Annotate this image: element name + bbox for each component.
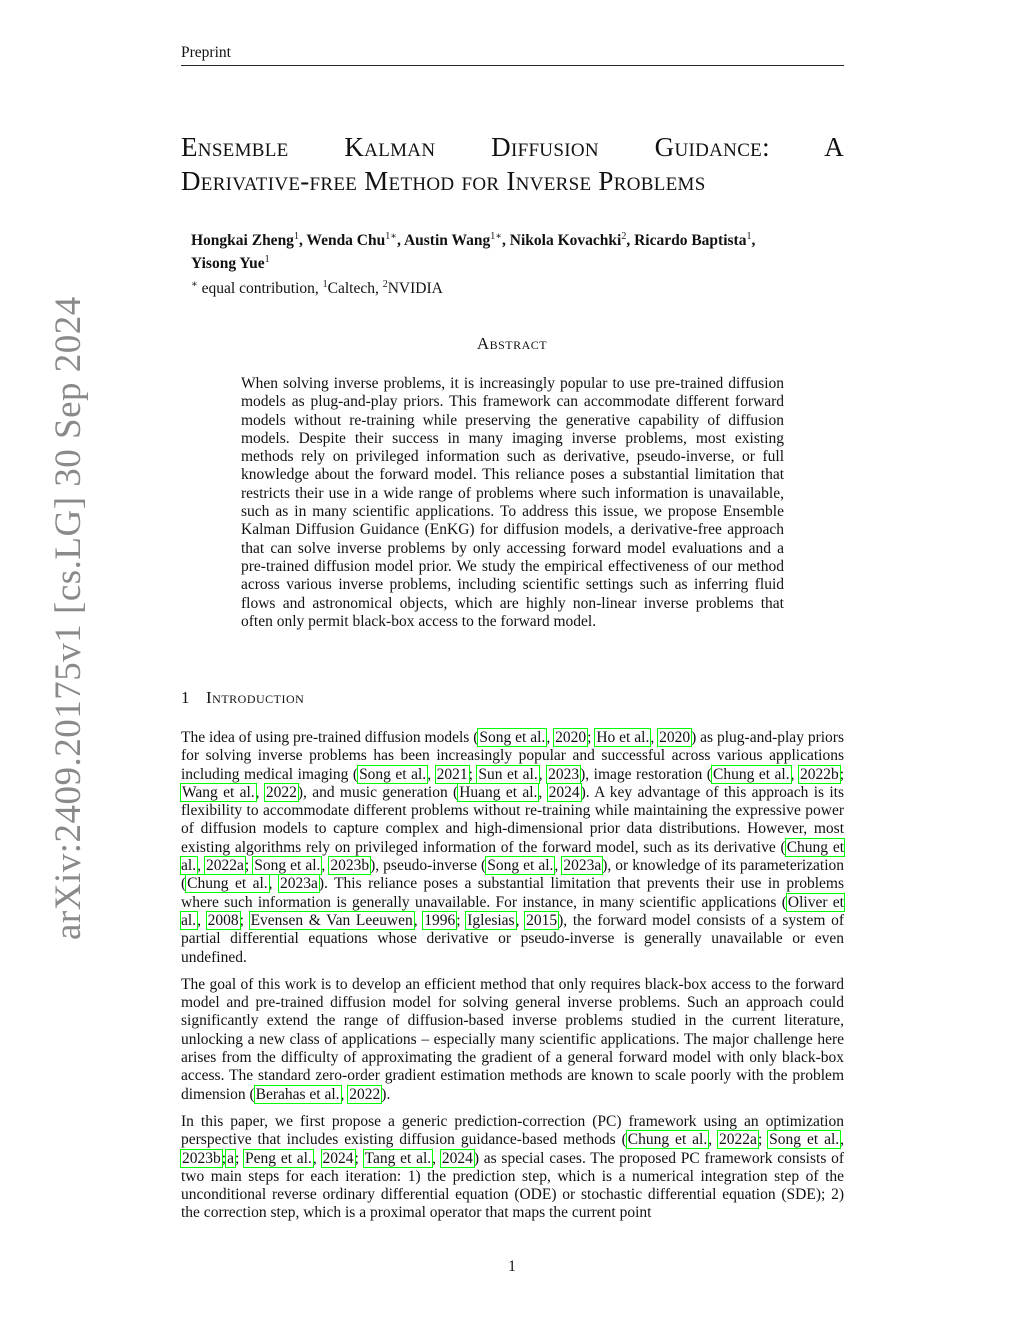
citation-link[interactable]: Iglesias — [467, 911, 515, 929]
citation-link[interactable]: 2022 — [349, 1085, 381, 1103]
citation-link[interactable]: Ho et al. — [596, 729, 650, 746]
citation-link[interactable]: Chung et al. — [712, 765, 790, 783]
citation-link[interactable]: 2022a — [719, 1131, 757, 1149]
paragraph: The idea of using pre-trained diffusion models (Song et al., 2020; Ho et al., 2020) as plug-and-play priors for solving inverse problems has been increasingly popular and successful across various applications including medical imaging (Song et al., 2021; Sun et al., 2023), image restoration (Chung et al., 2022b; Wang et al., 2022), and music generation (Huang et al., 2024). A key advantage of this approach is its flexibility to accommodate different problems without re-training while maintaining the expressive power of diffusion models to capture complex and high-dimensional prior data distributions. However, most existing algorithms rely on privileged information of the forward model, such as its derivative (Chung et al., 2022a; Song et al., 2023b), pseudo-inverse (Song et al., 2023a), or knowledge of its parameterization (Chung et al., 2023a). This reliance poses a substantial limitation that prevents their use in problems where such information is generally unavailable. For instance, in many scientific applications (Oliver et al., 2008; Evensen & Van Leeuwen, 1996; Iglesias, 2015), the forward model consists of a system of partial differential equations whose derivative or pseudo-inverse is generally unavailable or even undefined. — [181, 729, 845, 966]
author: Nikola Kovachki — [509, 232, 622, 250]
citation-link[interactable]: Song et al. — [487, 857, 554, 875]
citation-link[interactable]: 2024 — [322, 1149, 354, 1167]
author: Austin Wang — [403, 232, 491, 250]
citation-link[interactable]: 2023 — [548, 765, 580, 783]
citation-link[interactable]: Chung et al. — [187, 875, 268, 893]
author-affil-mark: 1 — [746, 231, 752, 242]
citation-link[interactable]: Wang et al. — [182, 783, 255, 801]
affiliations: ∗ equal contribution, $^1$Caltech, $^2$NVIDIA — [191, 279, 443, 298]
citation-link[interactable]: 2020 — [659, 729, 691, 746]
citation-link[interactable]: a — [227, 1149, 234, 1167]
citation-link[interactable]: Huang et al. — [459, 783, 538, 801]
author: Yisong Yue — [191, 255, 265, 273]
citation-link[interactable]: 2022 — [265, 783, 297, 801]
author: Ricardo Baptista — [634, 232, 747, 250]
citation-link[interactable]: Song et al. — [254, 857, 321, 875]
citation-link[interactable]: 2023a — [563, 857, 602, 875]
citation-link[interactable]: 1996 — [424, 911, 456, 929]
section-title: Introduction — [206, 688, 305, 707]
body-text — [181, 729, 844, 1232]
citation-link[interactable]: 2024 — [441, 1149, 473, 1167]
citation-link[interactable]: Tang et al. — [364, 1149, 432, 1167]
citation-link[interactable]: Song et al. — [769, 1131, 840, 1149]
citation-link[interactable]: Berahas et al. — [255, 1085, 340, 1103]
running-header: Preprint — [181, 44, 844, 66]
title-line-2: Derivative-free Method for Inverse Problems — [181, 166, 706, 196]
title-line-1: Ensemble Kalman Diffusion Guidance: A — [181, 132, 844, 162]
paragraph: The goal of this work is to develop an efficient method that only requires black-box access to the forward model and pre-trained diffusion model for solving general inverse problems. Such an approach could significantly extend the range of diffusion-based inverse problems studied in the current literature, unlocking a new class of applications – especially many scientific applications. The major challenge here arises from the difficulty of approximating the gradient of a general forward model with only black-box access. The standard zero-order gradient estimation methods are known to scale poorly with the problem dimension (Berahas et al., 2022). — [181, 975, 844, 1103]
section-heading — [181, 688, 304, 708]
citation-link[interactable]: Chung et al. — [627, 1131, 708, 1149]
citation-link[interactable]: 2023a — [279, 875, 318, 893]
author-block — [191, 227, 831, 298]
citation-link[interactable]: Peng et al. — [245, 1149, 312, 1167]
author-affil-mark: 1∗ — [490, 231, 503, 242]
citation-link[interactable]: 2022b — [799, 765, 839, 783]
abstract-heading: Abstract — [476, 334, 548, 353]
citation-link[interactable]: 2024 — [548, 783, 580, 801]
citation-link[interactable]: 2008 — [207, 911, 239, 929]
section-number: 1 — [181, 688, 190, 707]
citation-link[interactable]: 2022a — [205, 857, 244, 875]
author-affil-mark: 1∗ — [385, 231, 398, 242]
abstract-text: When solving inverse problems, it is increasingly popular to use pre-trained diffusion models as plug-and-play priors. This framework can accommodate different forward models without re-training while preserving the generative capability of diffusion models. Despite their success in many imaging inverse problems, most existing methods rely on privileged information such as derivative, pseudo-inverse, or full knowledge about the forward model. This reliance poses a substantial limitation that restricts their use in a wide range of problems where such information is unavailable, such as in many scientific applications. To address this issue, we propose Ensemble Kalman Diffusion Guidance (EnKG) for diffusion models, a derivative-free approach that can solve inverse problems by only accessing forward model evaluations and a pre-trained diffusion model prior. We study the empirical effectiveness of our method across various inverse problems, including scientific settings such as inferring fluid flows and astronomical objects, which are highly non-linear inverse problems that often only permit black-box access to the forward model. — [241, 375, 784, 630]
citation-link[interactable]: 2015 — [526, 911, 558, 929]
citation-link[interactable]: Song et al. — [479, 729, 546, 746]
author-affil-mark: 1 — [264, 254, 270, 266]
author-names: Hongkai Zheng$^1$, Wenda Chu$^{1∗}$, Austin Wang$^{1∗}$, Nikola Kovachki$^2$, Ricardo Baptista$^1$, Yisong Yue$^1$ — [191, 231, 756, 273]
citation-link[interactable]: Oliver et al. — [181, 893, 844, 929]
citation-link[interactable]: 2023b — [330, 857, 370, 875]
paper-title — [181, 130, 844, 198]
arxiv-stamp: arXiv:2409.20175v1 [cs.LG] 30 Sep 2024 — [48, 296, 89, 940]
citation-link[interactable]: Chung et al. — [181, 838, 845, 875]
citation-link[interactable]: 2020 — [555, 729, 587, 746]
citation-link[interactable]: 2023b — [182, 1149, 221, 1167]
citation-link[interactable]: Evensen & Van Leeuwen — [250, 911, 413, 929]
author: Hongkai Zheng — [191, 232, 294, 250]
citation-link[interactable]: 2021 — [436, 765, 468, 783]
author-affil-mark: 1 — [293, 231, 299, 242]
page-number: 1 — [508, 1258, 516, 1275]
paragraph: In this paper, we first propose a generic prediction-correction (PC) framework using an optimization perspective that includes existing diffusion guidance-based methods (Chung et al., 2022a; Song et al., 2023b;a; Peng et al., 2024; Tang et al., 2024) as special cases. The proposed PC framework consists of two main steps for each iteration: 1) the prediction step, which is a numerical integration step of the unconditional reverse ordinary differential equation (ODE) or stochastic differential equation (SDE); 2) the correction step, which is a proximal operator that maps the current point — [181, 1112, 845, 1222]
author-affil-mark: 2 — [621, 231, 627, 242]
author: Wenda Chu — [306, 232, 386, 250]
citation-link[interactable]: Sun et al. — [478, 765, 538, 783]
citation-link[interactable]: Song et al. — [359, 765, 427, 783]
